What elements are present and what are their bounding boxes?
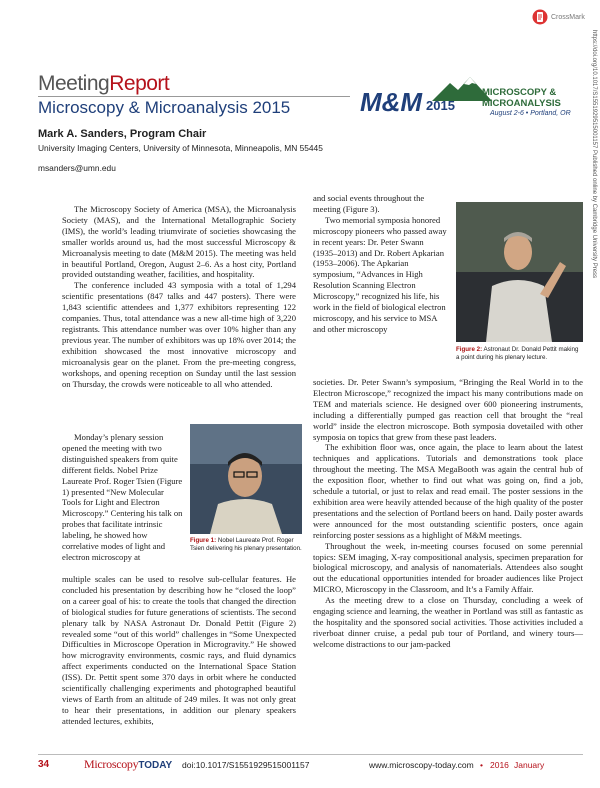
paragraph-5b: societies. Dr. Peter Swann’s symposium, “Bringing the Real World in to the Electron Microscope,” recognized the impact his many contributions made on TEM and materials science. He designed over 600 pioneering instruments, including a differentially pumped gas reaction cell that brought the “real world” inside the electron microscope. Both symposia dovetailed with other symposia on topics that grew from these past leaders. (313, 377, 583, 442)
logo-dates: August 2-6 • Portland, OR (490, 110, 571, 117)
footer-year: 2016 (490, 760, 509, 770)
footer-rule (38, 754, 583, 755)
logo-line1: MICROSCOPY & (482, 87, 557, 98)
footer-url[interactable]: www.microscopy-today.com (369, 760, 474, 770)
paragraph-7: Throughout the week, in-meeting courses focused on some perennial topics: SEM imaging, X-ray compositional analysis, specimen preparation for biological microscopy, and analysis of nanomaterials. Attendees also sought out the educational opportunities intended for broader audiences like Project MICRO, Microscopy in the Classroom, and It’s a Family Affair. (313, 540, 583, 595)
footer-separator: • (480, 760, 483, 770)
right-column-top (313, 193, 448, 335)
footer (38, 757, 583, 775)
paragraph-5a: Two memorial symposia honored microscopy pioneers who passed away in recent years: Dr. Peter Swann (1935–2013) and Dr. Robert Apkarian (1953–2006). The Apkarian symposium, “Advances in High Resolution Scanning Electron Microscopy,” recognized his life, his work in the field of biological electron microscopy, and his service to MSA and other microscopy (313, 214, 447, 334)
logo-line2: MICROANALYSIS (482, 98, 561, 109)
figure-1-image (190, 424, 302, 534)
paragraph-1: The Microscopy Society of America (MSA), the Microanalysis Society (MAS), and the International Metallographic Society (IMS), the world’s leading triumvirate of societies showcasing the smaller worlds around us, had the most successful Microscopy & Microanalysis meeting to date (M&M 2015). The meeting was held in beautiful Portland, Oregon, August 2–6. As a host city, Portland provided outstanding weather, facilities, and hospitality. (62, 204, 296, 280)
side-doi-text: https://doi.org/10.1017/S1551929515001157 Published online by Cambridge University Press (591, 30, 597, 279)
left-column-bottom (62, 574, 296, 727)
paragraph-8: As the meeting drew to a close on Thursday, concluding a week of engaging science and learning, the weather in Portland was still as fantastic as the hospitality and the sponsored social activities. Those activities included a riverboat dinner cruise, a pedal pub tour of Portland, and winery tours—welcome distractions to our jam-packed (313, 595, 583, 649)
crossmark-badge[interactable] (532, 6, 594, 28)
paragraph-6: The exhibition floor was, once again, the place to learn about the latest techniques and applications. Tutorials and demonstrations took place throughout the meeting. The MSA MegaBooth was again the central hub of the exposition floor, whether to find out what was going on, find a job, schedule a tutorial, or just to relax and read email. The poster sessions in the exhibition area were heavily attended because of the high quality of the poster presentations and the selection of Portland beers on hand. Daily poster awards were announced for the most outstanding scientific posters, once again reinforcing poster sessions as a highlight of M&M meetings. (313, 442, 583, 540)
crossmark-icon (532, 9, 548, 25)
author-affiliation: University Imaging Centers, University of Minnesota, Minneapolis, MN 55445 (38, 143, 323, 153)
left-column-wrap (62, 432, 184, 563)
tsien-photo (190, 424, 302, 534)
pettit-photo (456, 202, 583, 342)
left-column-top (62, 204, 296, 389)
logo-year: 2015 (426, 98, 455, 113)
figure-2-caption: Figure 2: Astronaut Dr. Donald Pettit making a point during his plenary lecture. (456, 346, 579, 361)
figure-1-caption: Figure 1: Nobel Laureate Prof. Roger Tsien delivering his plenary presentation. (190, 537, 302, 552)
page-title: Microscopy & Microanalysis 2015 (38, 98, 291, 117)
mm2015-logo (360, 75, 582, 125)
page-number: 34 (38, 759, 50, 770)
footer-doi[interactable]: doi:10.1017/S1551929515001157 (182, 760, 310, 770)
header-rule (38, 96, 350, 97)
footer-month: January (514, 760, 545, 770)
right-column-bottom (313, 377, 583, 650)
paragraph-4: and social events throughout the meeting (Figure 3). (313, 193, 425, 214)
meeting-report-label: MeetingReport (38, 72, 170, 95)
author-email[interactable]: msanders@umn.edu (38, 163, 116, 173)
paragraph-3a: Monday’s plenary session opened the meeting with two distinguished speakers from quite different fields. Nobel Prize Laureate Prof. Roger Tsien (Figure 1) presented “New Molecular Tools for Light and Electron Microscopy.” Centering his talk on probes that facilitate intrinsic labeling, he showed how correlative modes of light and electron microscopy at (62, 432, 183, 562)
paragraph-2: The conference included 43 symposia with a total of 1,294 scientific presentations (847 talks and 447 posters). There were 1,843 scientific attendees and 1,377 exhibitors representing 122 companies. Thus, total attendance was a new all-time high of 3,220 registrants. This attendance number was over 10% higher than any previous year. The number of exhibitors was up 18% over 2014; the exhibition showcased the most innovative microscopy and microanalysis gear on the planet. From the pre-meeting congress, workshops, and opening reception on Sunday until the last session on Thursday, the crowds were noticeable to all who attended. (62, 280, 296, 389)
author-name: Mark A. Sanders, Program Chair (38, 128, 207, 140)
paragraph-3b: multiple scales can be used to resolve sub-cellular features. He concluded his presentation by describing how he “closed the loop” on a career goal of his: to create the tools that changed the direction of biological studies for future generations of scientists. The second plenary talk by NASA Astronaut Dr. Donald Pettit (Figure 2) revealed some “out of this world” challenges in “Some Unexpected Difficulties in Microscope Operation in Microgravity.” He showed how microgravity environments, cosmic rays, and fluid dynamics affect experiments conducted on the International Space Station (ISS). Dr. Pettit spent some 370 days in orbit where he conducted scientifically challenging experiments and photographed beautiful views of Earth from an altitude of 249 miles. It was not only great to hear their presentations, in addition our plenary speakers attended lectures, exhibits, (62, 574, 296, 726)
logo-mm: M&M (360, 87, 423, 117)
magazine-logo: MicroscopyTODAY (84, 757, 173, 771)
crossmark-label: CrossMark (551, 13, 585, 21)
figure-2-image (456, 202, 583, 342)
